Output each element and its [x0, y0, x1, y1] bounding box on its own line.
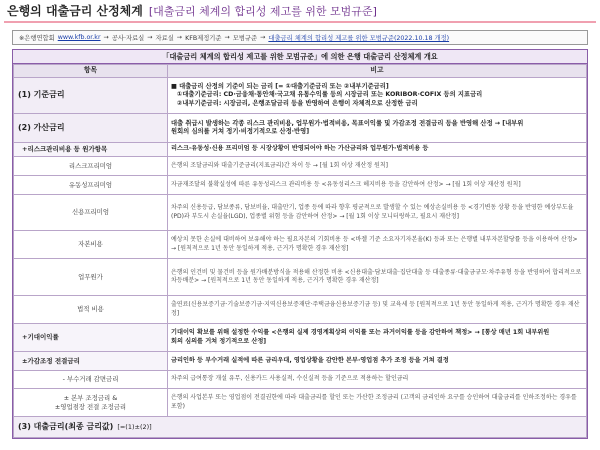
source-site-link[interactable]: www.kfb.or.kr — [57, 34, 101, 41]
liquidity-premium-desc: 자금재조달의 불확실성에 따른 유동성리스크 관리비용 등 <유동성리스크 헤지비용 등을 감안하여 산정> → [월 1회 이상 재산정 원칙] — [168, 176, 587, 195]
branch-adjust-desc: 은행의 사업본부 또는 영업점이 전결권한에 따라 대출금리를 할인 또는 가산한 조정금리 (고객의 금리인하 요구를 승인하여 대출금리를 인하조정하는 경우를 포함) — [168, 389, 587, 417]
col-header-note: 비고 — [168, 65, 587, 78]
risk-premium-desc: 은행의 조달금리와 대출기준금리(지표금리)간 차이 등 → [월 1회 이상 재산정 원칙] — [168, 157, 587, 176]
operating-cost-label: 업무원가 — [14, 259, 168, 296]
final-rate-label: (3) 대출금리(최종 금리값) — [18, 421, 114, 431]
crumb-item[interactable]: 공사·자료실 — [111, 35, 145, 42]
table-row — [14, 371, 587, 389]
source-breadcrumb — [12, 30, 588, 45]
capital-cost-desc: 예상치 못한 손실에 대비하여 보유해야 하는 필요자본의 기회비용 등 <바젤 기준 소요자기자본율(K) 등과 또는 은행별 내부자본할당률 등을 이용하여 산정> → [원칙적으로 1년 동안 동일하게 적용, 근거가 명확한 경우 재산정] — [168, 231, 587, 259]
source-prefix: ※은행연합회 — [19, 35, 55, 42]
final-rate-formula: [=(1)±(2)] — [117, 422, 152, 431]
base-rate-row — [14, 78, 587, 114]
base-rate-line: ②내부기준금리: 시장금리, 은행조달금리 등을 반영하여 은행이 자체적으로 산정한 금리 — [177, 99, 418, 107]
arrow-icon: → — [147, 34, 153, 41]
adjust-rate-row — [14, 352, 587, 371]
table-row — [14, 157, 587, 176]
risk-premium-label: 리스크프리미엄 — [14, 157, 168, 176]
arrow-icon: → — [176, 34, 183, 41]
credit-premium-desc: 차주의 신용등급, 담보종류, 담보비율, 대출만기, 업종 등에 따라 향후 평균적으로 발생할 수 있는 예상손실비용 등 <경기변동 상황 등을 반영한 예상부도율(PD)과 부도시 손실율(LGD), 업종별 위험 등을 감안하여 산정> → [월 1회 이상 모니터링하고, 필요시 재산정] — [168, 195, 587, 231]
legal-cost-desc: 출연료(신용보증기금·기술보증기금·지역신용보증재단·주택금융신용보증기금 등) 및 교육세 등 [원칙적으로 1년 동안 동일하게 적용, 근거가 명확한 경우 재산정] — [168, 296, 587, 324]
table-header-row — [14, 65, 587, 78]
credit-premium-label: 신용프리미엄 — [14, 195, 168, 231]
liquidity-premium-label: 유동성프리미엄 — [14, 176, 168, 195]
target-margin-line: 기대이익 확보를 위해 설정한 수익률 <은행의 실제 경영계획상의 이익률 또는 과거이익률 등을 감안하여 책정> → [통상 매년 1회 내부위원 — [171, 329, 550, 337]
final-rate-row — [14, 417, 587, 438]
page-title: 은행의 대출금리 산정체계 — [7, 4, 143, 18]
target-margin-label: +기대이익률 — [14, 324, 168, 352]
arrow-icon: → — [224, 34, 230, 41]
adjust-rate-desc: 금리인하 등 부수거래 실적에 따른 금리우대, 영업상황을 감안한 본부·영업점 추가 조정 등을 거쳐 결정 — [168, 352, 587, 371]
table-row — [14, 231, 587, 259]
target-margin-desc — [168, 324, 587, 352]
base-rate-label: (1) 기준금리 — [14, 78, 168, 114]
subtitle-close-bracket: ] — [372, 5, 377, 18]
risk-cost-label: +리스크관리비용 등 원가항목 — [14, 143, 168, 157]
rate-structure-document — [12, 49, 588, 439]
crumb-item-current[interactable]: 대출금리 체계의 합리성 제고를 위한 모범규준(2022.10.18 개정) — [268, 35, 450, 42]
ancillary-discount-desc: 차주의 급여통장 개설 유무, 신용카드 사용실적, 수신실적 등을 기준으로 적용하는 할인금리 — [168, 371, 587, 389]
page-subtitle — [149, 3, 377, 19]
table-row — [14, 195, 587, 231]
branch-adjust-label: ± 본부 조정금리 & ±영업점장 전결 조정금리 — [14, 389, 168, 417]
operating-cost-desc: 은행의 인건비 및 물건비 등을 원가배분방식을 적용해 산정한 비용 <신용대출·담보대출·집단대출 등 대출종류·대출금규모·차주유형 등을 반영하여 합리적으로 차등배분> → [원칙적으로 1년 동안 동일하게 적용, 근거가 명확한 경우 재산정] — [168, 259, 587, 296]
subtitle-text: 대출금리 체계의 합리성 제고를 위한 모범규준 — [153, 5, 373, 18]
crumb-item[interactable]: 자료실 — [155, 35, 174, 42]
crumb-item[interactable]: KFB제정기준 — [185, 35, 222, 42]
table-row — [14, 176, 587, 195]
doc-title: 「대출금리 체계의 합리성 제고를 위한 모범규준」에 의한 은행 대출금리 산정체계 개요 — [13, 50, 587, 64]
base-rate-desc — [168, 78, 587, 114]
final-rate-cell — [14, 417, 587, 438]
base-rate-line: ①대출기준금리: CD·금융채·통안채·국고채 유통수익률 등의 시장금리 또는 KORIBOR·COFIX 등의 지표금리 — [177, 91, 483, 99]
base-rate-line: ■ 대출금리 산정의 기준이 되는 금리 [= ①대출기준금리 또는 ②내부기준금리] — [171, 82, 389, 90]
risk-cost-row — [14, 143, 587, 157]
crumb-item[interactable]: 모범규준 — [232, 35, 258, 42]
col-header-item: 항목 — [14, 65, 168, 78]
arrow-icon: → — [103, 34, 109, 41]
subtitle-open-bracket: [ — [148, 5, 154, 18]
table-row — [14, 259, 587, 296]
page-header — [4, 3, 596, 23]
target-margin-row — [14, 324, 587, 352]
target-margin-line: 회의 심의를 거쳐 정기적으로 산정] — [171, 337, 267, 345]
legal-cost-label: 법적 비용 — [14, 296, 168, 324]
table-row — [14, 389, 587, 417]
risk-cost-desc: 리스크·유동성·신용 프리미엄 등 시장상황이 반영되어야 하는 가산금리와 업무원가·법적비용 등 — [168, 143, 587, 157]
spread-row — [14, 114, 587, 143]
rate-structure-table — [13, 64, 587, 438]
arrow-icon: → — [260, 34, 266, 41]
table-row — [14, 296, 587, 324]
spread-desc — [168, 114, 587, 143]
spread-line: 대출 취급시 발생하는 각종 리스크 관리비용, 업무원가·법적비용, 목표이익률 및 가감조정 전결금리 등을 반영해 산정 → [내부위 — [171, 119, 524, 127]
spread-line: 원회의 심의를 거쳐 정기·비정기적으로 산정·반영] — [171, 128, 310, 135]
spread-label: (2) 가산금리 — [14, 114, 168, 143]
adjust-rate-label: ±가감조정 전결금리 — [14, 352, 168, 371]
capital-cost-label: 자본비용 — [14, 231, 168, 259]
ancillary-discount-label: - 부수거래 감면금리 — [14, 371, 168, 389]
